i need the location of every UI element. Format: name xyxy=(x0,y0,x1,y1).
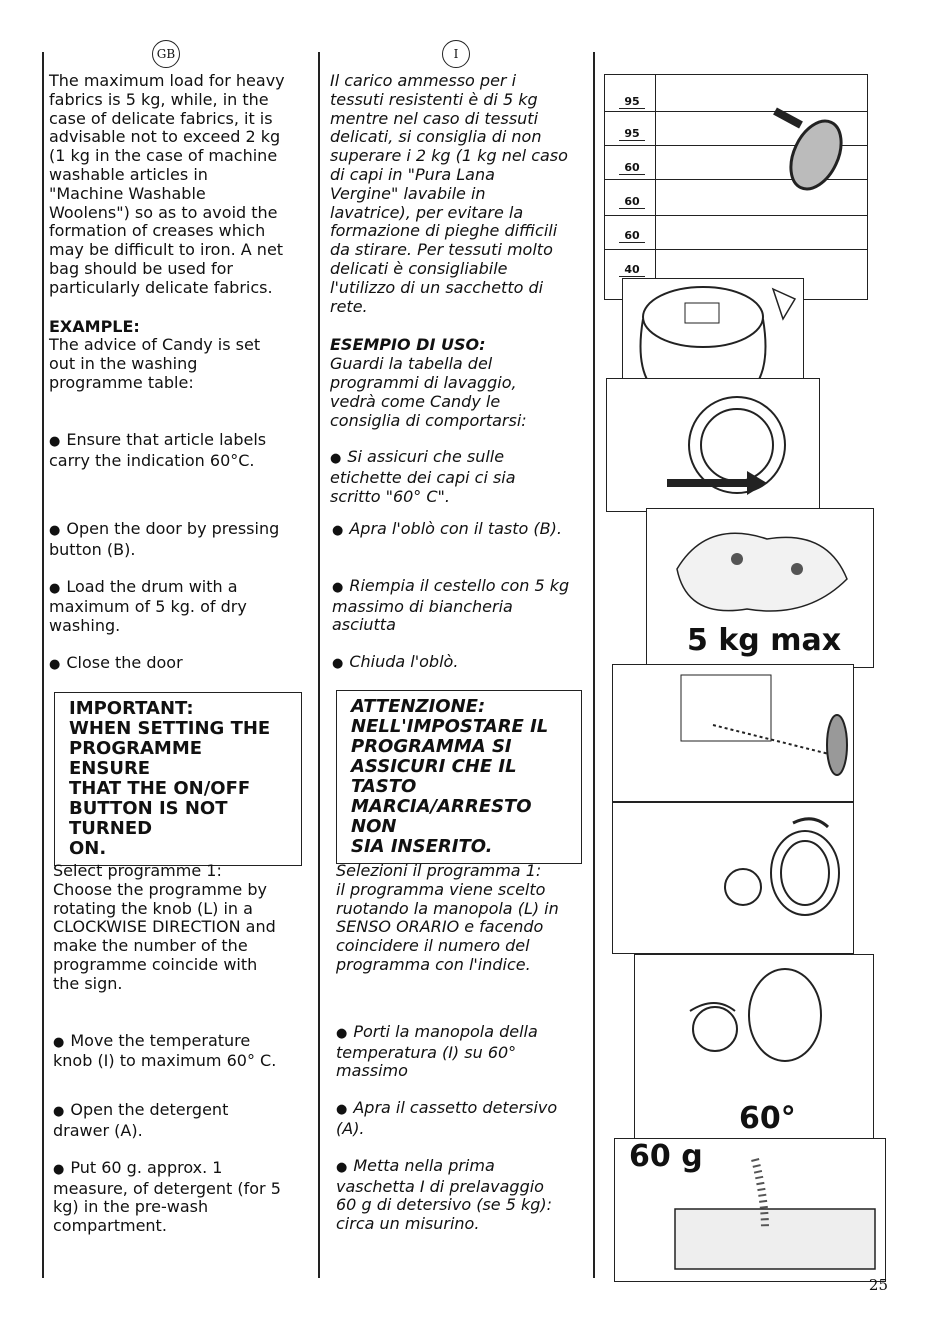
temp-60b-icon: 60 xyxy=(619,195,645,209)
it-example-heading: ESEMPIO DI USO: xyxy=(330,335,486,355)
temp-95-icon: 95 xyxy=(619,95,645,109)
right-rule xyxy=(593,52,595,1278)
english-column-3 xyxy=(53,862,313,1236)
english-column-2 xyxy=(49,520,311,675)
en-important-box: IMPORTANT: WHEN SETTING THE PROGRAMME ENSURE THAT THE ON/OFF BUTTON IS NOT TURNED ON. xyxy=(54,692,302,866)
it-step-5: ● Porti la manopola della temperatura (I) su 60° massimo xyxy=(336,1023,588,1081)
en-example-text: The advice of Candy is set out in the washing programme table: xyxy=(49,335,261,392)
temperature-knob-illustration xyxy=(634,954,874,1142)
en-example-heading: EXAMPLE: xyxy=(49,316,140,336)
it-important-box: ATTENZIONE: NELL'IMPOSTARE IL PROGRAMMA SI ASSICURI CHE IL TASTO MARCIA/ARRESTO NON SIA INSERITO. xyxy=(336,690,582,864)
italian-column-3 xyxy=(336,862,588,1234)
it-step-7: ● Metta nella prima vaschetta I di prelavaggio 60 g di detersivo (se 5 kg): circa un misurino. xyxy=(336,1157,588,1234)
en-step-4: ● Close the door xyxy=(49,654,311,675)
left-margin-rule xyxy=(42,52,44,1278)
door-latch-icon xyxy=(613,665,853,801)
programme-knob-icon xyxy=(613,803,853,953)
it-step-1: ● Si assicuri che sulle etichette dei capi ci sia scritto "60° C". xyxy=(330,448,586,506)
temp-60c-icon: 60 xyxy=(619,229,645,243)
center-rule xyxy=(318,52,320,1278)
english-column xyxy=(49,72,311,470)
it-step-2: ● Apra l'oblò con il tasto (B). xyxy=(332,520,588,541)
page-number: 25 xyxy=(868,1276,888,1294)
close-door-illustration xyxy=(612,664,854,802)
sixty-gram-label: 60 g xyxy=(629,1139,703,1174)
en-step-2: ● Open the door by pressing button (B). xyxy=(49,520,311,560)
it-step-3: ● Riempia il cestello con 5 kg massimo di biancheria asciutta xyxy=(332,577,588,635)
en-step-7: ● Put 60 g. approx. 1 measure, of detergent (for 5 kg) in the pre-wash compartment. xyxy=(53,1159,313,1236)
load-drum-illustration xyxy=(646,508,874,668)
italian-column xyxy=(330,72,586,507)
it-select-programme: Selezioni il programma 1: il programma viene scelto ruotando la manopola (L) in SENSO ORARIO e facendo coincidere il numero del programma con l'indice. xyxy=(336,861,559,974)
italian-column-2 xyxy=(332,520,588,674)
magnifier-icon xyxy=(771,105,861,225)
en-step-6: ● Open the detergent drawer (A). xyxy=(53,1101,313,1141)
sixty-degree-max-label: 60° xyxy=(739,1101,796,1136)
en-intro: The maximum load for heavy fabrics is 5 kg, while, in the case of delicate fabrics, it is advisable not to exceed 2 kg (1 kg in the case of machine washable articles in "Machine Washable Woolens") so as to avoid the formation of creases which may be difficult to iron. A net bag should be used for particularly delicate fabrics. xyxy=(49,71,285,297)
en-step-5: ● Move the temperature knob (I) to maximum 60° C. xyxy=(53,1032,313,1072)
it-intro: Il carico ammesso per i tessuti resistenti è di 5 kg mentre nel caso di tessuti delicati, si consiglia di non superare i 2 kg (1 kg nel caso di capi in "Pura Lana Vergine" lavabile in lavatrice), per evitare la formazione di pieghe difficili da stirare. Per tessuti molto delicati è consigliabile l'utilizzo di un sacchetto di rete. xyxy=(330,71,568,316)
it-step-4: ● Chiuda l'oblò. xyxy=(332,653,588,674)
programme-table-illustration xyxy=(604,74,868,300)
en-select-programme: Select programme 1: Choose the programme by rotating the knob (L) in a CLOCKWISE DIRECTION and make the number of the programme coincide with the sign. xyxy=(53,861,276,993)
it-language-badge: I xyxy=(442,40,470,68)
temp-95b-icon: 95 xyxy=(619,127,645,141)
open-door-illustration xyxy=(606,378,820,512)
door-icon xyxy=(607,379,819,511)
temperature-knob-icon xyxy=(635,955,873,1095)
it-example-text: Guardi la tabella del programmi di lavaggio, vedrà come Candy le consiglia di comportarsi: xyxy=(330,354,527,430)
en-step-1: ● Ensure that article labels carry the indication 60°C. xyxy=(49,431,311,471)
programme-knob-illustration xyxy=(612,802,854,954)
it-step-6: ● Apra il cassetto detersivo (A). xyxy=(336,1099,588,1139)
temp-40-icon: 40 xyxy=(619,263,645,277)
laundry-icon xyxy=(647,509,873,629)
en-step-3: ● Load the drum with a maximum of 5 kg. of dry washing. xyxy=(49,578,311,636)
detergent-drawer-illustration xyxy=(614,1138,886,1282)
gb-language-badge: GB xyxy=(152,40,180,68)
temp-60-icon: 60 xyxy=(619,161,645,175)
five-kg-max-label: 5 kg max xyxy=(687,623,842,658)
